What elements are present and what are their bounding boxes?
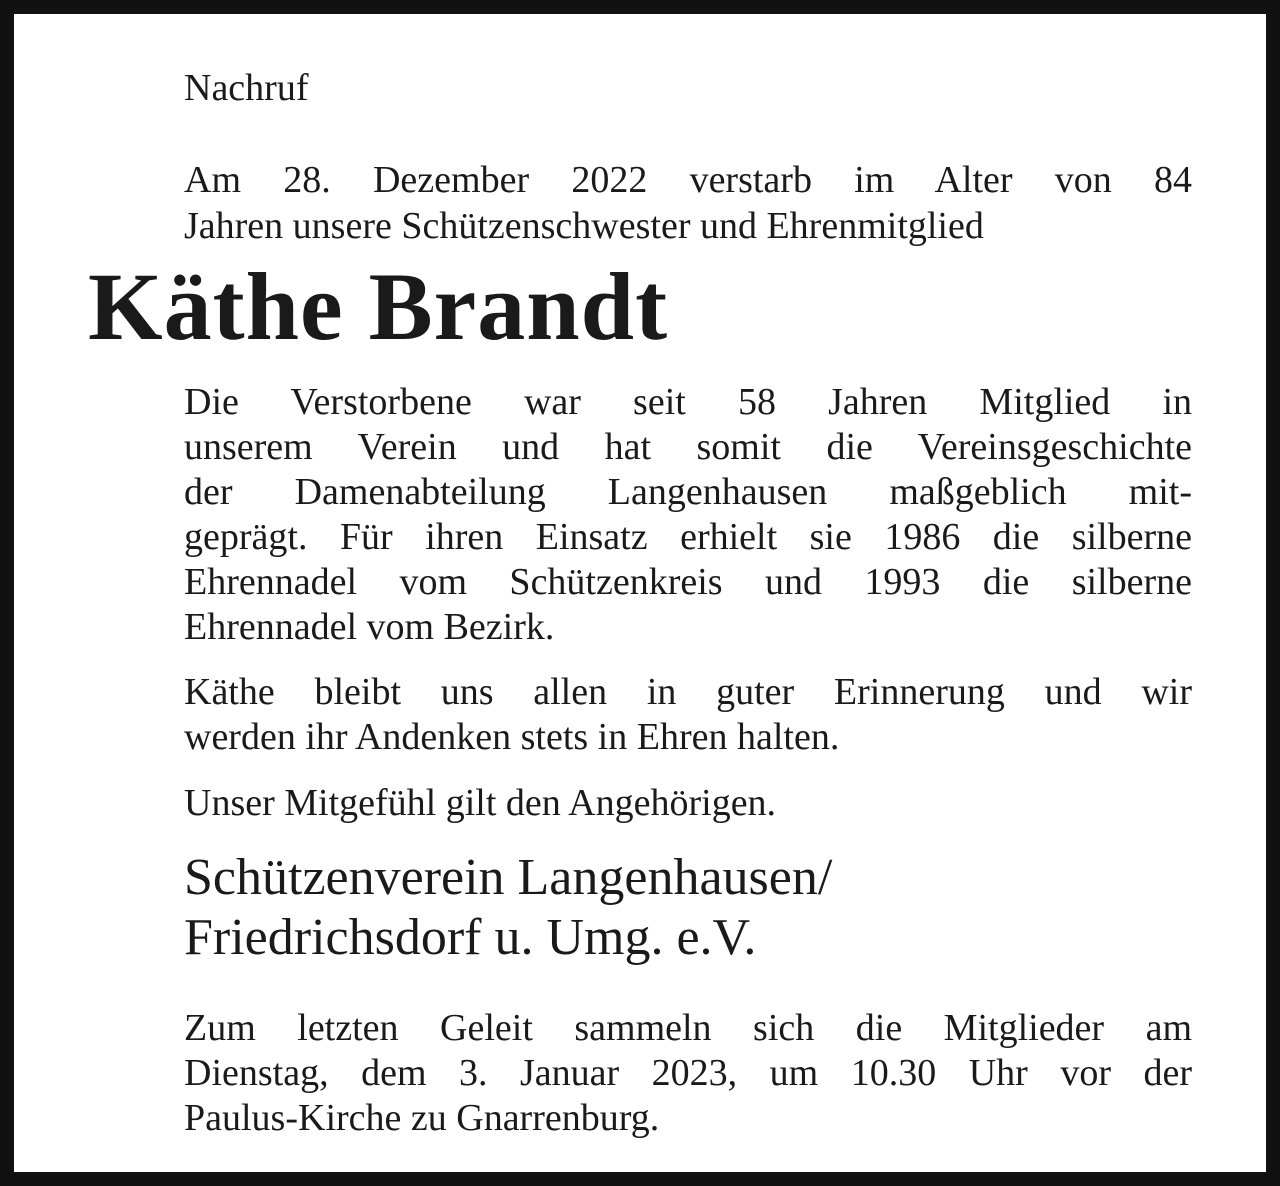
text-line: der Damenabteilung Langenhausen maßgeblich mit- bbox=[184, 471, 1192, 513]
funeral-paragraph bbox=[184, 1006, 1192, 1141]
text-line: geprägt. Für ihren Einsatz erhielt sie 1986 die silberne bbox=[184, 516, 1192, 558]
text-line: Zum letzten Geleit sammeln sich die Mitglieder am bbox=[184, 1007, 1192, 1049]
text-line: Dienstag, dem 3. Januar 2023, um 10.30 Uhr vor der bbox=[184, 1052, 1192, 1094]
text-line: Die Verstorbene war seit 58 Jahren Mitglied in bbox=[184, 381, 1192, 423]
club-name-line: Schützenverein Langenhausen/ bbox=[184, 849, 833, 906]
text-line: werden ihr Andenken stets in Ehren halten. bbox=[184, 716, 840, 758]
condolence-paragraph: Unser Mitgefühl gilt den Angehörigen. bbox=[184, 782, 777, 824]
intro-line: Jahren unsere Schützenschwester und Ehrenmitglied bbox=[184, 205, 984, 247]
club-signature bbox=[184, 848, 1192, 968]
text-line: unserem Verein und hat somit die Vereinsgeschichte bbox=[184, 426, 1192, 468]
intro-line: Am 28. Dezember 2022 verstarb im Alter von 84 bbox=[184, 159, 1192, 201]
text-line: Käthe bleibt uns allen in guter Erinnerung und wir bbox=[184, 671, 1192, 713]
intro-text bbox=[184, 157, 1192, 249]
membership-paragraph bbox=[184, 380, 1192, 650]
notice-heading: Nachruf bbox=[184, 67, 309, 109]
text-line: Ehrennadel vom Schützenkreis und 1993 die silberne bbox=[184, 561, 1192, 603]
club-name-line: Friedrichsdorf u. Umg. e.V. bbox=[184, 909, 757, 966]
deceased-name: Käthe Brandt bbox=[88, 253, 669, 360]
text-line: Ehrennadel vom Bezirk. bbox=[184, 606, 555, 648]
memory-paragraph bbox=[184, 670, 1192, 760]
text-line: Paulus-Kirche zu Gnarrenburg. bbox=[184, 1097, 660, 1139]
